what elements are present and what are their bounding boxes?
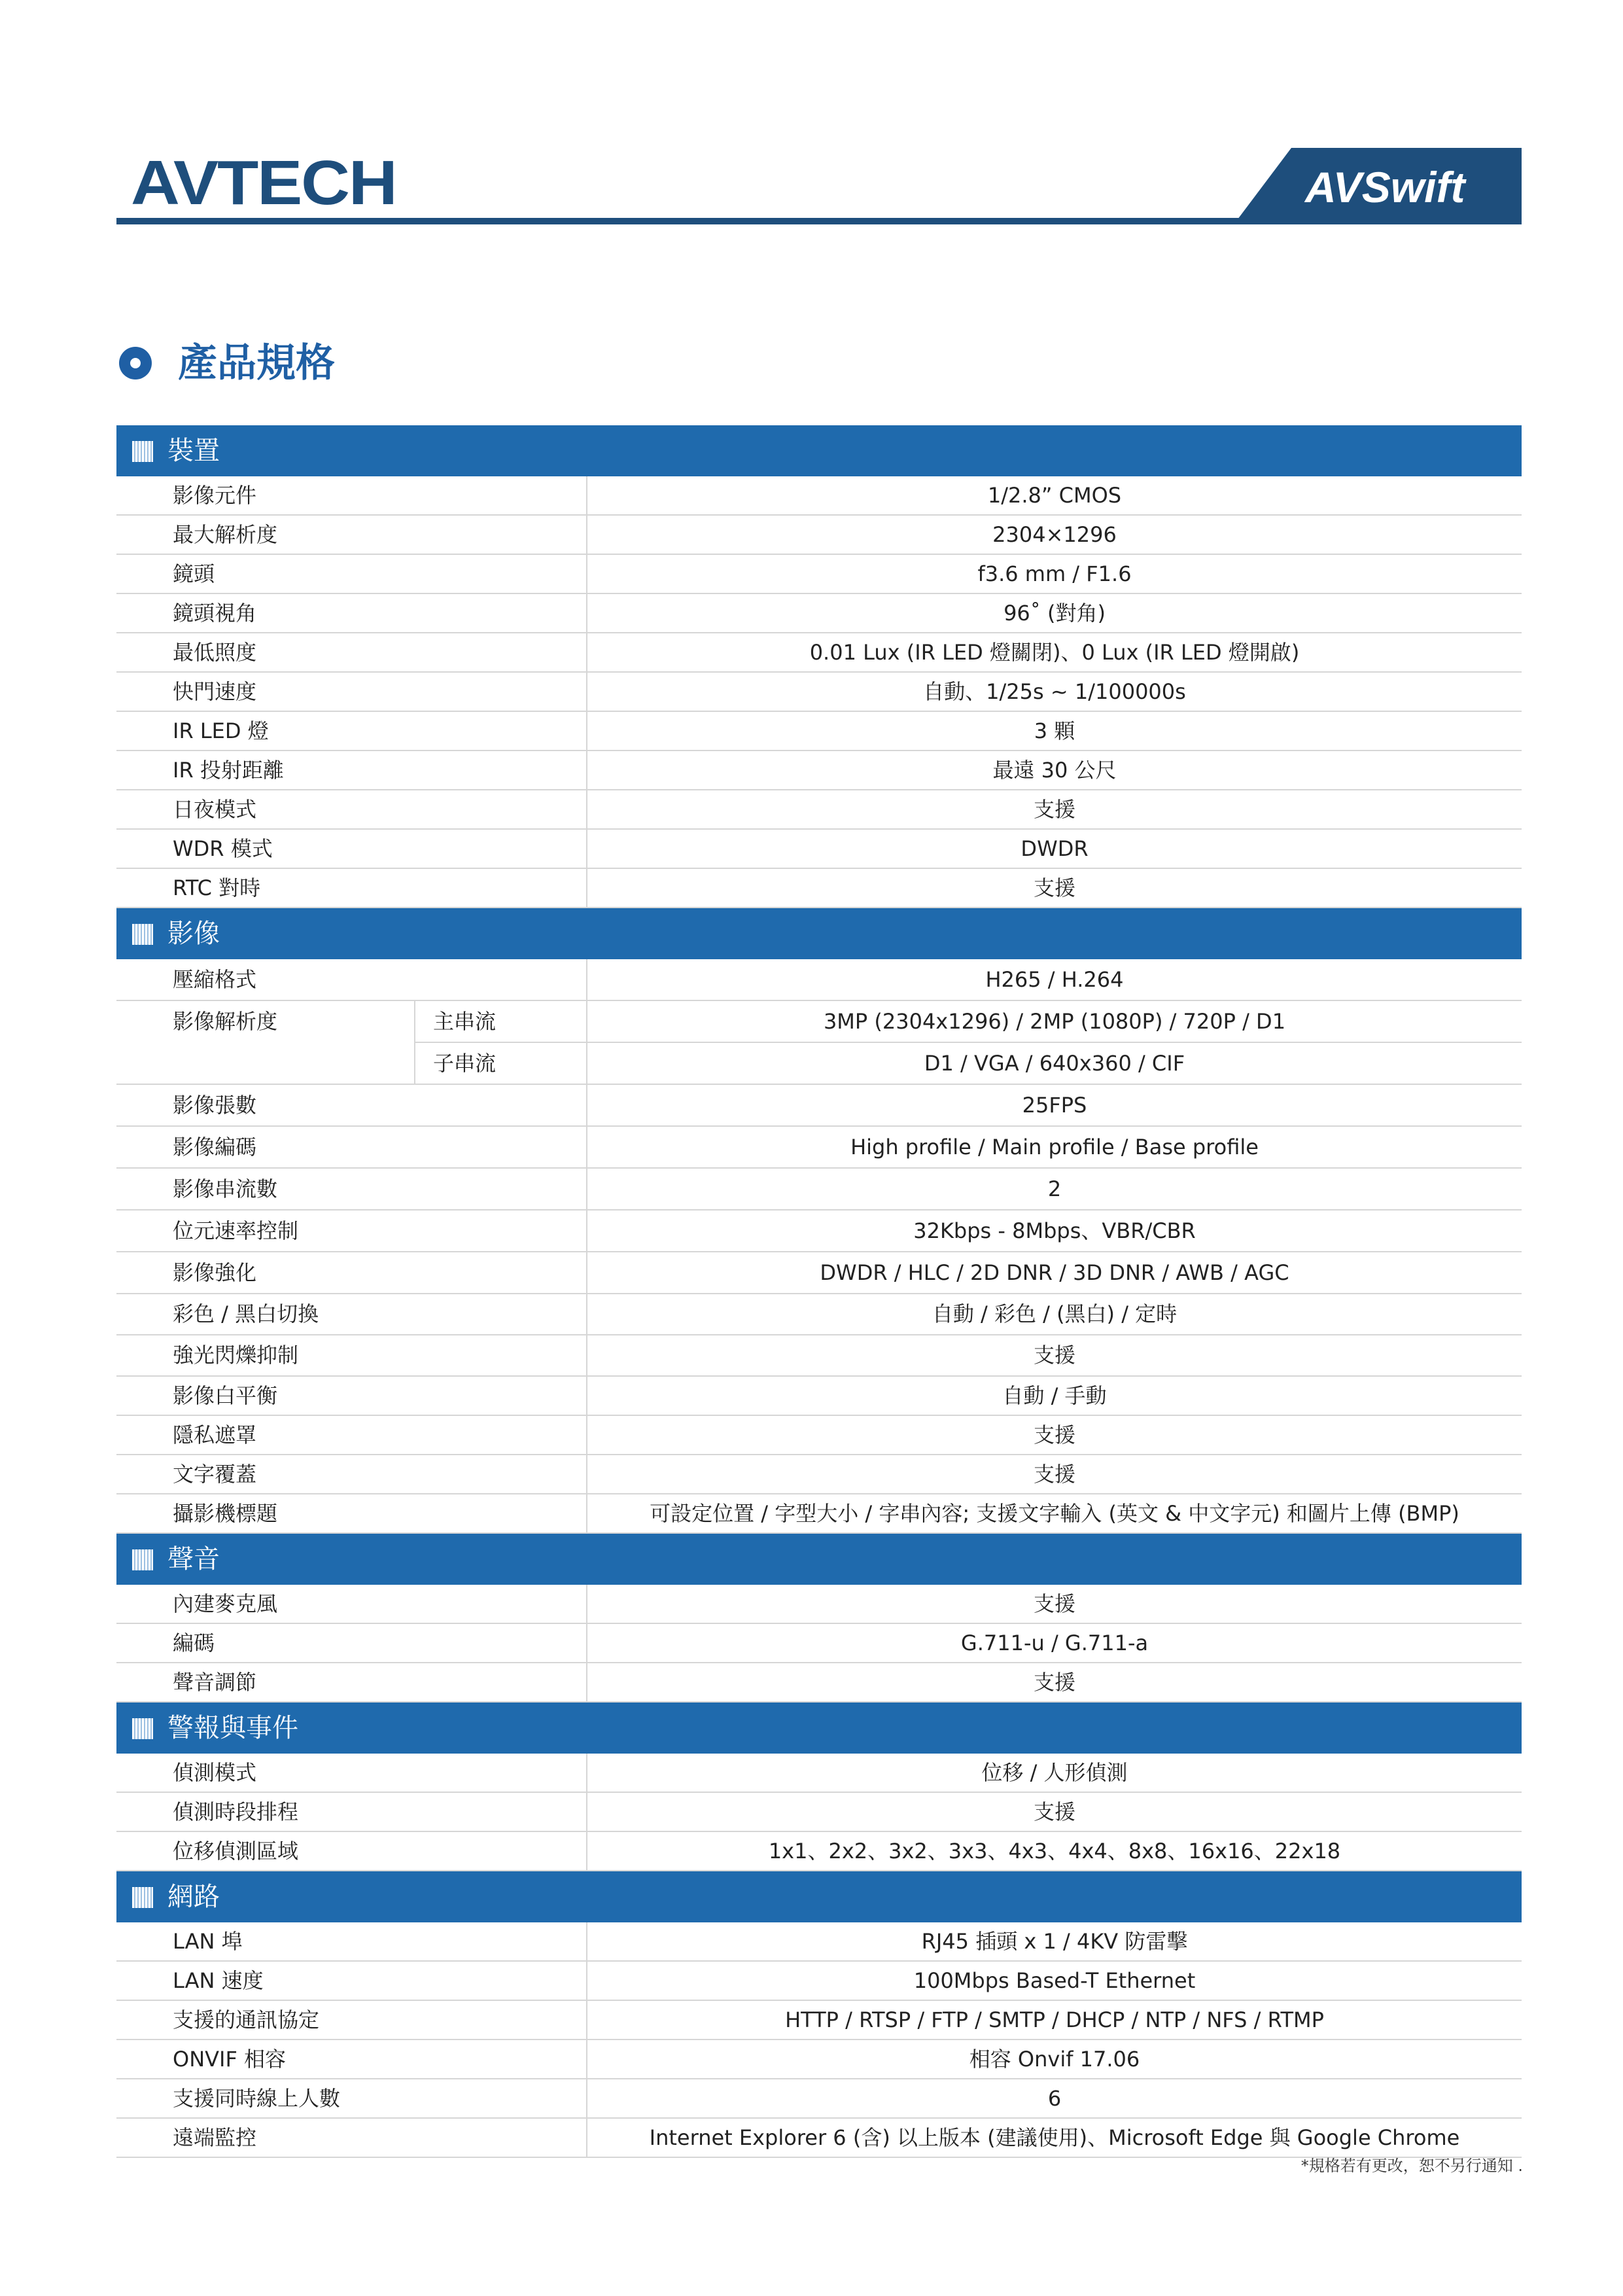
row-value: 支援 [1033,1591,1075,1616]
row-value: 支援 [1033,1343,1075,1368]
row-label: 支援同時線上人數 [173,2086,341,2111]
table-row [116,673,1522,712]
table-row [116,830,1522,869]
table-row [116,1210,1522,1252]
row-value: 自動 / 彩色 / (黑白) / 定時 [932,1301,1178,1326]
avswift-logo: AVSwift [1305,163,1465,211]
row-label: 聲音調節 [173,1670,257,1695]
square-icon [132,1549,153,1570]
row-value: 1x1、2x2、3x2、3x3、4x3、4x4、8x8、16x16、22x18 [768,1839,1341,1863]
row-label: 攝影機標題 [173,1501,278,1526]
row-value: High profile / Main profile / Base profile [850,1135,1259,1159]
table-row [116,790,1522,830]
row-label: 影像白平衡 [173,1383,278,1408]
row-label: 內建麥克風 [173,1591,278,1616]
row-value: 0.01 Lux (IR LED 燈關閉)、0 Lux (IR LED 燈開啟) [809,640,1300,665]
section-title: 警報與事件 [167,1713,298,1743]
row-label: IR LED 燈 [173,718,269,743]
section-header-network [116,1871,1522,1922]
table-row [116,1377,1522,1416]
row-value: 32Kbps - 8Mbps、VBR/CBR [913,1218,1196,1243]
row-sublabel: 子串流 [433,1051,497,1076]
table-row [116,1001,1522,1043]
row-value: 2 [1047,1176,1062,1201]
row-label: 影像強化 [173,1260,257,1285]
spec-table [116,425,1522,2158]
square-icon [132,1887,153,1908]
row-value: Internet Explorer 6 (含) 以上版本 (建議使用)、Microsoft Edge 與 Google Chrome [649,2125,1460,2150]
row-label: 最低照度 [173,640,257,665]
row-value: 2304×1296 [992,522,1117,547]
row-value: 位移 / 人形偵測 [981,1760,1128,1785]
row-label: 偵測時段排程 [173,1799,299,1824]
table-row [116,594,1522,633]
row-value: HTTP / RTSP / FTP / SMTP / DHCP / NTP / NFS / RTMP [785,2007,1324,2032]
section-title: 裝置 [167,436,220,466]
row-value: 支援 [1033,1462,1075,1487]
table-row [116,2079,1522,2119]
table-row [116,1663,1522,1703]
page-title: 產品規格 [178,340,335,386]
table-row [116,1085,1522,1127]
table-row [116,1335,1522,1377]
row-label: LAN 埠 [173,1929,243,1954]
table-row [116,1043,1522,1085]
row-value: 100Mbps Based-T Ethernet [913,1968,1196,1993]
table-row [116,1754,1522,1793]
square-icon [132,1718,153,1739]
table-row [116,959,1522,1001]
row-value: DWDR / HLC / 2D DNR / 3D DNR / AWB / AGC [820,1260,1289,1285]
row-value: 25FPS [1022,1093,1087,1118]
row-label: 隱私遮罩 [173,1422,257,1447]
row-value: 支援 [1033,797,1075,822]
section-header-audio [116,1534,1522,1585]
row-value: 自動、1/25s ~ 1/100000s [923,679,1186,704]
row-label: 影像編碼 [173,1135,257,1159]
row-value: RJ45 插頭 x 1 / 4KV 防雷擊 [921,1929,1188,1954]
row-value: f3.6 mm / F1.6 [977,561,1132,586]
row-value: 支援 [1033,1422,1075,1447]
row-label: 鏡頭 [173,561,215,586]
row-label: 位元速率控制 [173,1218,299,1243]
table-row [116,1832,1522,1871]
row-value: 3 顆 [1034,718,1075,743]
table-row [116,1793,1522,1832]
table-row [116,1494,1522,1534]
row-label: 強光閃爍抑制 [173,1343,299,1368]
table-row [116,633,1522,673]
footnote: *規格若有更改，恕不另行通知 . [1300,2157,1523,2175]
row-label: 影像解析度 [173,1009,278,1034]
avtech-logo: AVTECH [131,148,396,218]
row-label: 最大解析度 [173,522,278,547]
row-value: 6 [1047,2086,1062,2111]
table-row [116,869,1522,908]
square-icon [132,924,153,945]
table-row [116,2119,1522,2158]
row-label: 鏡頭視角 [173,601,257,626]
row-label: 遠端監控 [173,2125,257,2150]
row-value: 3MP (2304x1296) / 2MP (1080P) / 720P / D1 [823,1009,1286,1034]
row-label: ONVIF 相容 [173,2047,287,2072]
row-label: WDR 模式 [173,836,273,861]
table-row [116,2040,1522,2079]
row-label: 編碼 [173,1631,215,1655]
table-row [116,1127,1522,1169]
row-value: H265 / H.264 [985,967,1124,992]
row-sublabel: 主串流 [433,1009,497,1034]
table-row [116,516,1522,555]
row-label: 彩色 / 黑白切換 [173,1301,319,1326]
section-header-device [116,425,1522,476]
square-icon [132,441,153,462]
table-row [116,1962,1522,2001]
table-row [116,1169,1522,1210]
table-row [116,1455,1522,1494]
table-row [116,1922,1522,1962]
row-value: 支援 [1033,875,1075,900]
section-header-video [116,908,1522,959]
row-label: 文字覆蓋 [173,1462,257,1487]
row-label: RTC 對時 [173,875,261,900]
table-row [116,712,1522,751]
row-label: 壓縮格式 [173,967,257,992]
row-label: 快門速度 [173,679,257,704]
row-value: 支援 [1033,1670,1075,1695]
row-value: D1 / VGA / 640x360 / CIF [924,1051,1185,1076]
row-value: 96˚ (對角) [1003,601,1106,626]
bullet-icon [119,347,152,380]
table-row [116,1585,1522,1624]
section-header-alarm [116,1703,1522,1754]
table-row [116,751,1522,790]
table-row [116,2001,1522,2040]
row-value: 自動 / 手動 [1002,1383,1107,1408]
row-label: 日夜模式 [173,797,257,822]
row-label: 影像元件 [173,483,257,508]
row-value: 可設定位置 / 字型大小 / 字串內容; 支援文字輸入 (英文 & 中文字元) 和圖片上傳 (BMP) [650,1501,1459,1526]
row-label: LAN 速度 [173,1968,264,1993]
table-row [116,1624,1522,1663]
row-value: 最遠 30 公尺 [992,758,1117,783]
row-value: 支援 [1033,1799,1075,1824]
section-title: 聲音 [167,1544,220,1574]
row-value: 1/2.8” CMOS [987,483,1122,508]
section-title: 網路 [167,1882,220,1912]
row-value: 相容 Onvif 17.06 [969,2047,1140,2072]
table-row [116,1294,1522,1335]
row-label: 影像串流數 [173,1176,278,1201]
row-value: DWDR [1021,836,1089,861]
row-value: G.711-u / G.711-a [960,1631,1149,1655]
section-title: 影像 [167,919,220,949]
table-row [116,1416,1522,1455]
row-label: 支援的通訊協定 [173,2007,320,2032]
row-label: IR 投射距離 [173,758,284,783]
table-row [116,1252,1522,1294]
row-label: 位移偵測區域 [173,1839,299,1863]
table-row [116,476,1522,516]
row-label: 偵測模式 [173,1760,257,1785]
row-label: 影像張數 [173,1093,257,1118]
table-row [116,555,1522,594]
